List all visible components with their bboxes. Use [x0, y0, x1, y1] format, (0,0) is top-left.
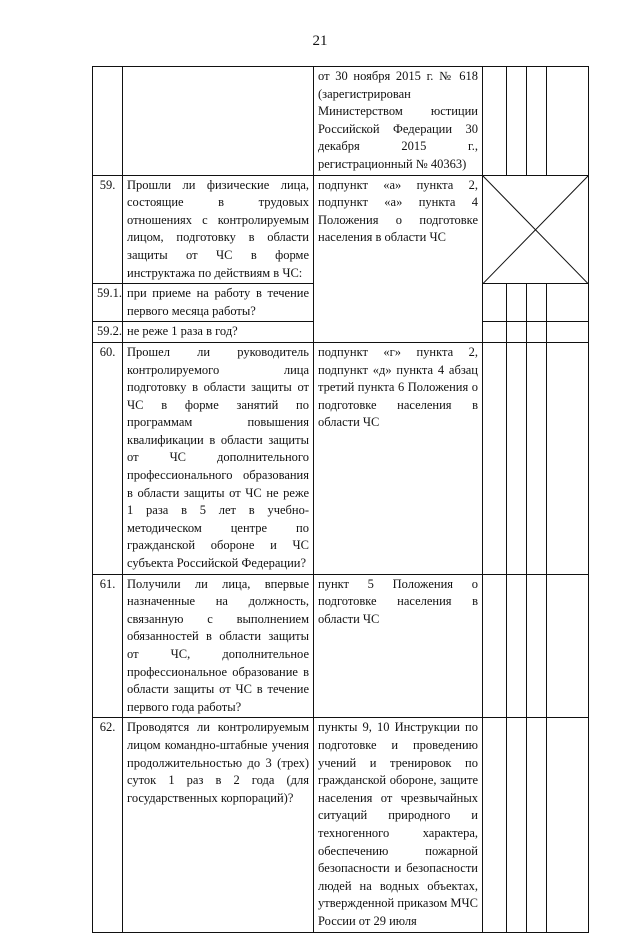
notes-cell[interactable]: [547, 718, 589, 932]
notes-cell[interactable]: [547, 284, 589, 322]
row-number: [93, 67, 123, 176]
reference-cell: подпункт «г» пункта 2, подпункт «д» пункта 4 абзац третий пункта 6 Положения о подготовке населения в области ЧС: [314, 342, 483, 574]
row-number: 61.: [93, 574, 123, 718]
answer-na-cell[interactable]: [527, 718, 547, 932]
notes-cell[interactable]: [547, 322, 589, 343]
row-number: 60.: [93, 342, 123, 574]
question-cell: Получили ли лица, впервые назначенные на должность, связанную с выполнением обязанностей в области защиты от ЧС, дополнительное профессиональное образование в области защиты от ЧС в течение первого года работы?: [123, 574, 314, 718]
row-number: 59.1.: [93, 284, 123, 322]
answer-no-cell[interactable]: [507, 322, 527, 343]
table-row: [93, 67, 589, 176]
answer-na-cell[interactable]: [527, 342, 547, 574]
answer-yes-cell[interactable]: [483, 574, 507, 718]
reference-cell: подпункт «а» пункта 2, подпункт «а» пункта 4 Положения о подготовке населения в области ЧС: [314, 175, 483, 342]
answer-no-cell[interactable]: [507, 718, 527, 932]
reference-cell: пункт 5 Положения о подготовке населения в области ЧС: [314, 574, 483, 718]
reference-cell: пункты 9, 10 Инструкции по подготовке и проведению учений и тренировок по гражданской обороне, защите населения от чрезвычайных ситуаций природного и техногенного характера, обеспечению пожарной безопасности и безопасности людей на водных объектах, утвержденной приказом МЧС России от 29 июля: [314, 718, 483, 932]
question-cell: Прошли ли физические лица, состоящие в трудовых отношениях с контролируемым лицом, подготовку в области защиты от ЧС в форме инструктажа по действиям в ЧС:: [123, 175, 314, 284]
answer-na-cell[interactable]: [527, 574, 547, 718]
answer-no-cell[interactable]: [507, 67, 527, 176]
answer-no-cell[interactable]: [507, 284, 527, 322]
answer-yes-cell[interactable]: [483, 718, 507, 932]
answer-no-cell[interactable]: [507, 574, 527, 718]
answer-na-cell[interactable]: [527, 322, 547, 343]
row-number: 62.: [93, 718, 123, 932]
crossed-out-cell: [483, 175, 589, 284]
answer-yes-cell[interactable]: [483, 284, 507, 322]
answer-na-cell[interactable]: [527, 284, 547, 322]
question-cell: при приеме на работу в течение первого месяца работы?: [123, 284, 314, 322]
reference-cell: от 30 ноября 2015 г. № 618 (зарегистрирован Министерством юстиции Российской Федерации 30 декабря 2015 г., регистрационный № 40363): [314, 67, 483, 176]
table-row: [93, 718, 589, 932]
answer-no-cell[interactable]: [507, 342, 527, 574]
question-cell: Прошел ли руководитель контролируемого лица подготовку в области защиты от ЧС в форме занятий по программам повышения квалификации в области защиты от ЧС дополнительного профессионального образования в области защиты от ЧС не реже 1 раза в 5 лет в учебно-методическом центре по гражданской обороне и ЧС субъекта Российской Федерации?: [123, 342, 314, 574]
question-cell: [123, 67, 314, 176]
answer-yes-cell[interactable]: [483, 342, 507, 574]
cross-mark-icon: [483, 176, 588, 284]
answer-yes-cell[interactable]: [483, 322, 507, 343]
answer-yes-cell[interactable]: [483, 67, 507, 176]
table-row: [93, 175, 589, 284]
question-cell: не реже 1 раза в год?: [123, 322, 314, 343]
table-row: [93, 342, 589, 574]
notes-cell[interactable]: [547, 574, 589, 718]
row-number: 59.2.: [93, 322, 123, 343]
notes-cell[interactable]: [547, 67, 589, 176]
notes-cell[interactable]: [547, 342, 589, 574]
answer-na-cell[interactable]: [527, 67, 547, 176]
page-number: 21: [312, 33, 328, 49]
row-number: 59.: [93, 175, 123, 284]
question-cell: Проводятся ли контролируемым лицом командно-штабные учения продолжительностью до 3 (трех) суток 1 раз в 2 года (для государственных корпораций)?: [123, 718, 314, 932]
checklist-table: [92, 66, 589, 933]
table-row: [93, 574, 589, 718]
